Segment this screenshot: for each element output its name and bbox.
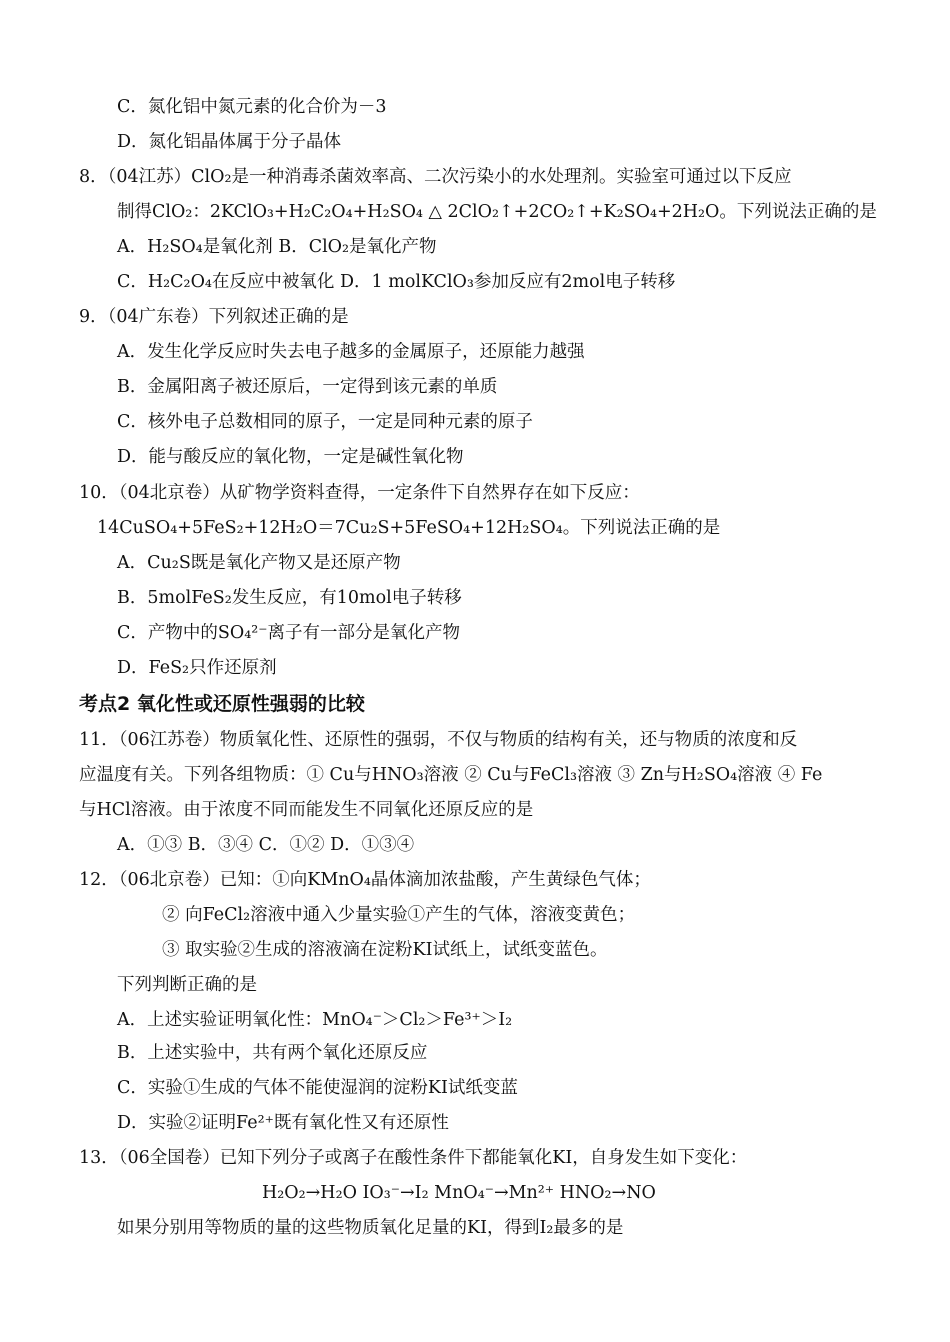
line-2: D．氮化铝晶体属于分子晶体 (117, 132, 342, 152)
line-3: 8．（04江苏）ClO₂是一种消毒杀菌效率高、二次污染小的水处理剂。实验室可通过以下反应 (79, 167, 792, 187)
line-19: 11．（06江苏卷）物质氧化性、还原性的强弱，不仅与物质的结构有关，还与物质的浓度和反 (79, 730, 798, 750)
line-10: C．核外电子总数相同的原子，一定是同种元素的原子 (117, 412, 533, 432)
line-31: 13．（06全国卷）已知下列分子或离子在酸性条件下都能氧化KI，自身发生如下变化： (79, 1148, 748, 1168)
line-8: A．发生化学反应时失去电子越多的金属原子，还原能力越强 (117, 342, 585, 362)
line-15: B．5molFeS₂发生反应，有10mol电子转移 (117, 588, 462, 608)
line-24: ② 向FeCl₂溶液中通入少量实验①产生的气体，溶液变黄色； (162, 905, 636, 925)
line-22: A．①③ B．③④ C．①② D．①③④ (117, 835, 415, 855)
line-9: B．金属阳离子被还原后，一定得到该元素的单质 (117, 377, 498, 397)
line-17: D．FeS₂只作还原剂 (117, 658, 277, 678)
section-heading: 考点2 氧化性或还原性强弱的比较 (79, 693, 365, 715)
line-25: ③ 取实验②生成的溶液滴在淀粉KI试纸上，试纸变蓝色。 (162, 940, 608, 960)
line-16: C．产物中的SO₄²⁻离子有一部分是氧化产物 (117, 623, 460, 643)
line-1: C．氮化铝中氮元素的化合价为－3 (117, 97, 387, 117)
line-28: B．上述实验中，共有两个氧化还原反应 (117, 1043, 428, 1063)
line-4: 制得ClO₂：2KClO₃+H₂C₂O₄+H₂SO₄ △ 2ClO₂↑+2CO₂↑+K₂SO₄+2H₂O。下列说法正确的是 (117, 202, 877, 222)
line-13: 14CuSO₄+5FeS₂+12H₂O＝7Cu₂S+5FeSO₄+12H₂SO₄。下列说法正确的是 (97, 518, 721, 538)
line-33: 如果分别用等物质的量的这些物质氧化足量的KI，得到I₂最多的是 (117, 1218, 624, 1238)
line-32: H₂O₂→H₂O IO₃⁻→I₂ MnO₄⁻→Mn²⁺ HNO₂→NO (262, 1183, 656, 1203)
line-20: 应温度有关。下列各组物质：① Cu与HNO₃溶液 ② Cu与FeCl₃溶液 ③ Zn与H₂SO₄溶液 ④ Fe (79, 765, 823, 785)
line-26: 下列判断正确的是 (117, 975, 257, 995)
line-5: A．H₂SO₄是氧化剂 B．ClO₂是氧化产物 (117, 237, 437, 257)
line-14: A．Cu₂S既是氧化产物又是还原产物 (117, 553, 401, 573)
line-29: C．实验①生成的气体不能使湿润的淀粉KI试纸变蓝 (117, 1078, 518, 1098)
line-11: D．能与酸反应的氧化物，一定是碱性氧化物 (117, 447, 464, 467)
line-27: A．上述实验证明氧化性：MnO₄⁻＞Cl₂＞Fe³⁺＞I₂ (117, 1010, 513, 1030)
line-30: D．实验②证明Fe²⁺既有氧化性又有还原性 (117, 1113, 449, 1133)
line-6: C．H₂C₂O₄在反应中被氧化 D．1 molKClO₃参加反应有2mol电子转移 (117, 272, 676, 292)
line-12: 10．（04北京卷）从矿物学资料查得，一定条件下自然界存在如下反应： (79, 483, 640, 503)
line-23: 12．（06北京卷）已知：①向KMnO₄晶体滴加浓盐酸，产生黄绿色气体； (79, 870, 651, 890)
line-21: 与HCl溶液。由于浓度不同而能发生不同氧化还原反应的是 (79, 800, 534, 820)
line-7: 9．（04广东卷）下列叙述正确的是 (79, 307, 349, 327)
